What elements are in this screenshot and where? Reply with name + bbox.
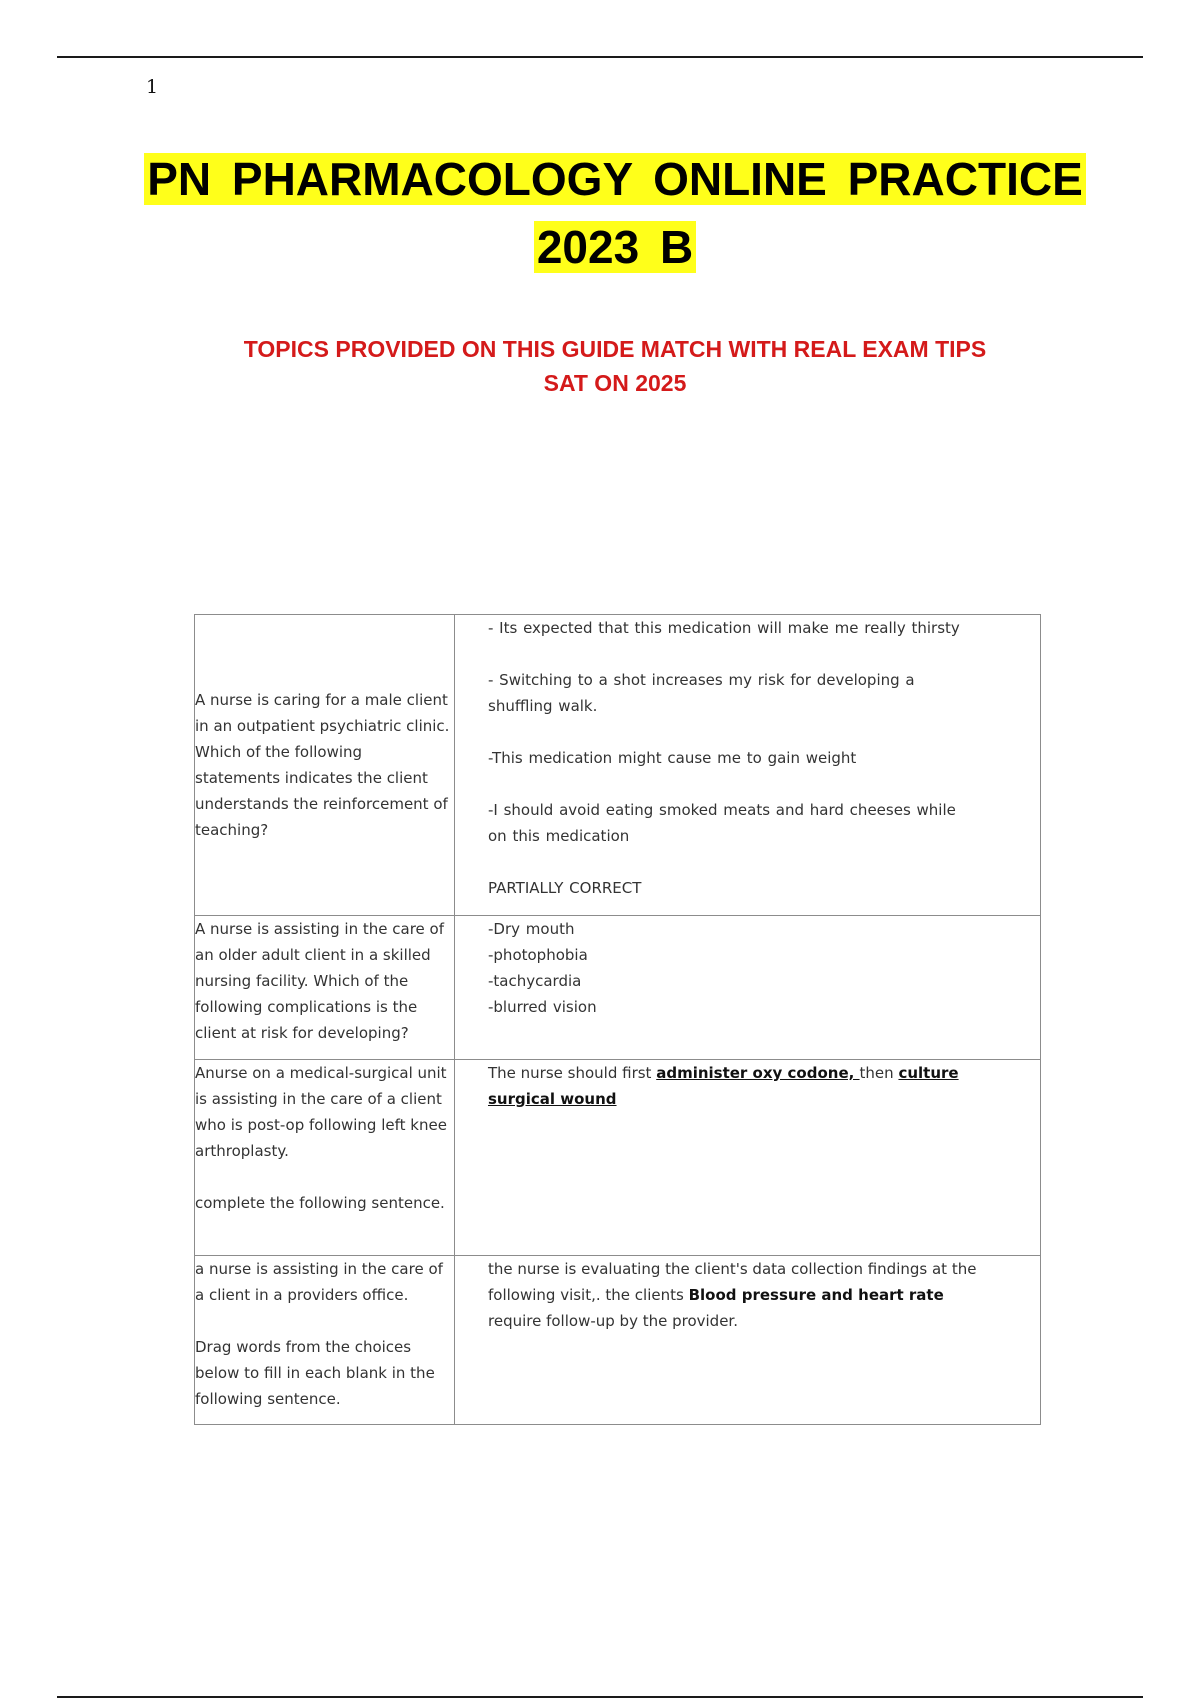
answer-option: -blurred vision [488, 998, 597, 1016]
answer-cell [455, 1060, 1041, 1256]
answer-blank: administer oxy codone, [656, 1064, 860, 1082]
title-line-1: PN PHARMACOLOGY ONLINE PRACTICE [144, 153, 1086, 205]
answer-text: the nurse is evaluating the client's data collection findings at the following visit,. the clients [488, 1260, 977, 1304]
answer-text: The nurse should first [488, 1064, 657, 1082]
question-answer-table [194, 614, 1041, 1425]
title-line-2: 2023 B [534, 221, 696, 273]
subtitle-line-1: TOPICS PROVIDED ON THIS GUIDE MATCH WITH REAL EXAM TIPS [243, 336, 987, 362]
table-row [195, 615, 1041, 916]
answer-text: then [859, 1064, 899, 1082]
question-text: A nurse is assisting in the care of an older adult client in a skilled nursing facility. Which of the following complications is the client at risk for developing? [195, 920, 444, 1042]
question-cell [195, 1256, 455, 1425]
question-instruction: Drag words from the choices below to fill in each blank in the following sentence. [195, 1338, 435, 1408]
answer-blank: Blood pressure and heart rate [688, 1286, 944, 1304]
page-number: 1 [146, 76, 159, 98]
answer-blank: culture surgical wound [488, 1064, 959, 1108]
answer-option: - Switching to a shot increases my risk for developing a shuffling walk. [488, 671, 915, 715]
page-title [0, 145, 1200, 281]
answer-option: -I should avoid eating smoked meats and hard cheeses while on this medication [488, 801, 956, 845]
answer-option: -photophobia [488, 946, 588, 964]
result-label: PARTIALLY CORRECT [488, 879, 642, 897]
answer-cell [455, 916, 1041, 1060]
page-subtitle [0, 332, 1200, 400]
answer-option: -tachycardia [488, 972, 582, 990]
answer-option: -Dry mouth [488, 920, 575, 938]
question-cell [195, 916, 455, 1060]
header-rule [57, 56, 1143, 58]
answer-cell [455, 615, 1041, 916]
question-text: Anurse on a medical-surgical unit is assisting in the care of a client who is post-op following left knee arthroplasty. [195, 1064, 447, 1160]
question-cell [195, 1060, 455, 1256]
question-text: A nurse is caring for a male client in an outpatient psychiatric clinic. Which of the following statements indicates the client understands the reinforcement of teaching? [195, 691, 450, 839]
answer-cell [455, 1256, 1041, 1425]
table-row [195, 1256, 1041, 1425]
answer-option: - Its expected that this medication will make me really thirsty [488, 619, 960, 637]
question-cell [195, 615, 455, 916]
answer-option: -This medication might cause me to gain weight [488, 749, 857, 767]
footer-rule [57, 1696, 1143, 1698]
question-instruction: complete the following sentence. [195, 1194, 445, 1212]
table-row [195, 916, 1041, 1060]
table-row [195, 1060, 1041, 1256]
answer-text: require follow-up by the provider. [488, 1312, 738, 1330]
question-text: a nurse is assisting in the care of a client in a providers office. [195, 1260, 443, 1304]
subtitle-line-2: SAT ON 2025 [543, 370, 687, 396]
